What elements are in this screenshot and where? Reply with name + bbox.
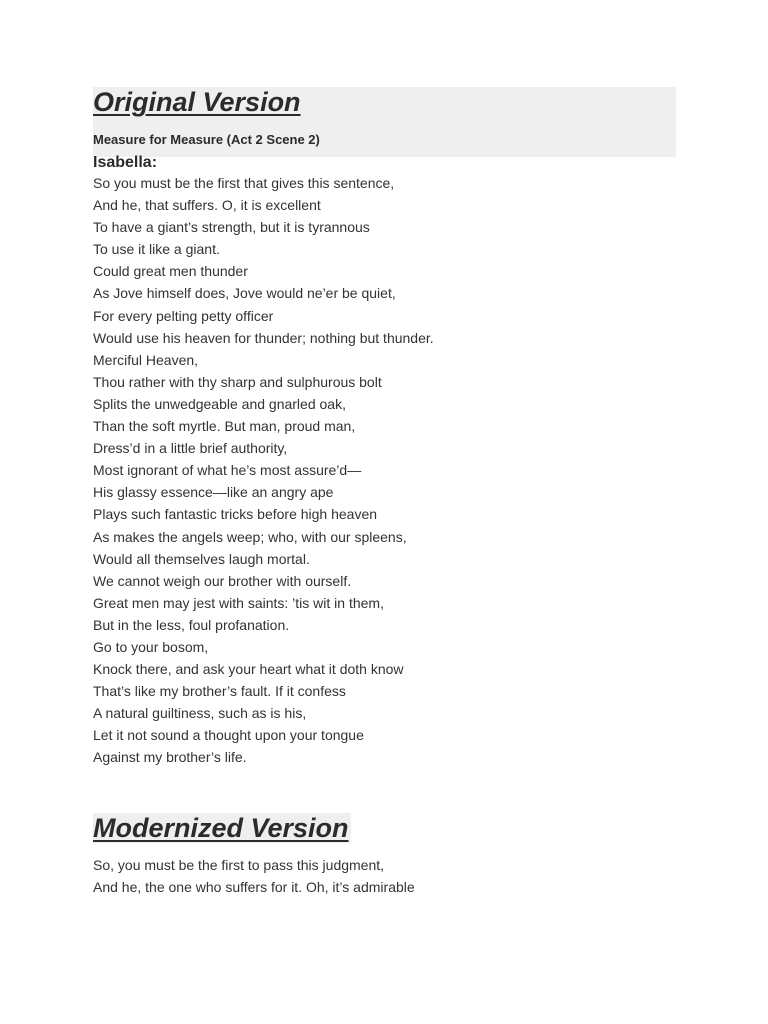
original-version-heading: Original Version: [93, 87, 301, 117]
verse-line: Knock there, and ask your heart what it doth know: [93, 661, 404, 678]
verse-line: Let it not sound a thought upon your tongue: [93, 727, 364, 744]
verse-line: Against my brother’s life.: [93, 749, 247, 766]
verse-line: Go to your bosom,: [93, 638, 209, 655]
verse-line: Plays such fantastic tricks before high heaven: [93, 506, 378, 523]
play-subtitle: Measure for Measure (Act 2 Scene 2): [93, 132, 320, 147]
modernized-header-highlight: [93, 813, 351, 843]
modernized-verse: [93, 854, 415, 898]
verse-line: Dress’d in a little brief authority,: [93, 440, 288, 457]
verse-line: We cannot weigh our brother with ourself.: [93, 572, 352, 589]
verse-line: Thou rather with thy sharp and sulphurous bolt: [93, 373, 382, 390]
verse-line: To have a giant’s strength, but it is tyrannous: [93, 219, 370, 236]
verse-line: To use it like a giant.: [93, 241, 220, 258]
verse-line: Than the soft myrtle. But man, proud man,: [93, 418, 356, 435]
verse-line: Great men may jest with saints: ’tis wit in them,: [93, 594, 384, 611]
verse-line: Could great men thunder: [93, 263, 248, 280]
verse-line: And he, that suffers. O, it is excellent: [93, 197, 321, 214]
verse-line: For every pelting petty officer: [93, 307, 274, 324]
verse-line: Merciful Heaven,: [93, 351, 199, 368]
verse-line: Splits the unwedgeable and gnarled oak,: [93, 395, 346, 412]
verse-line: His glassy essence—like an angry ape: [93, 484, 334, 501]
verse-line: That’s like my brother’s fault. If it confess: [93, 683, 346, 700]
verse-line: So you must be the first that gives this sentence,: [93, 175, 395, 191]
verse-line: And he, the one who suffers for it. Oh, it’s admirable: [93, 879, 415, 896]
modernized-version-heading: Modernized Version: [93, 813, 349, 843]
verse-line: Most ignorant of what he’s most assure’d—: [93, 462, 362, 479]
verse-line: As makes the angels weep; who, with our spleens,: [93, 528, 407, 545]
verse-line: As Jove himself does, Jove would ne’er be quiet,: [93, 285, 396, 302]
verse-line: But in the less, foul profanation.: [93, 616, 290, 633]
original-verse: [93, 172, 434, 769]
verse-line: So, you must be the first to pass this judgment,: [93, 857, 385, 873]
speaker-label: Isabella:: [93, 154, 158, 171]
verse-line: A natural guiltiness, such as is his,: [93, 705, 307, 722]
verse-line: Would use his heaven for thunder; nothing but thunder.: [93, 329, 434, 346]
verse-line: Would all themselves laugh mortal.: [93, 550, 310, 567]
